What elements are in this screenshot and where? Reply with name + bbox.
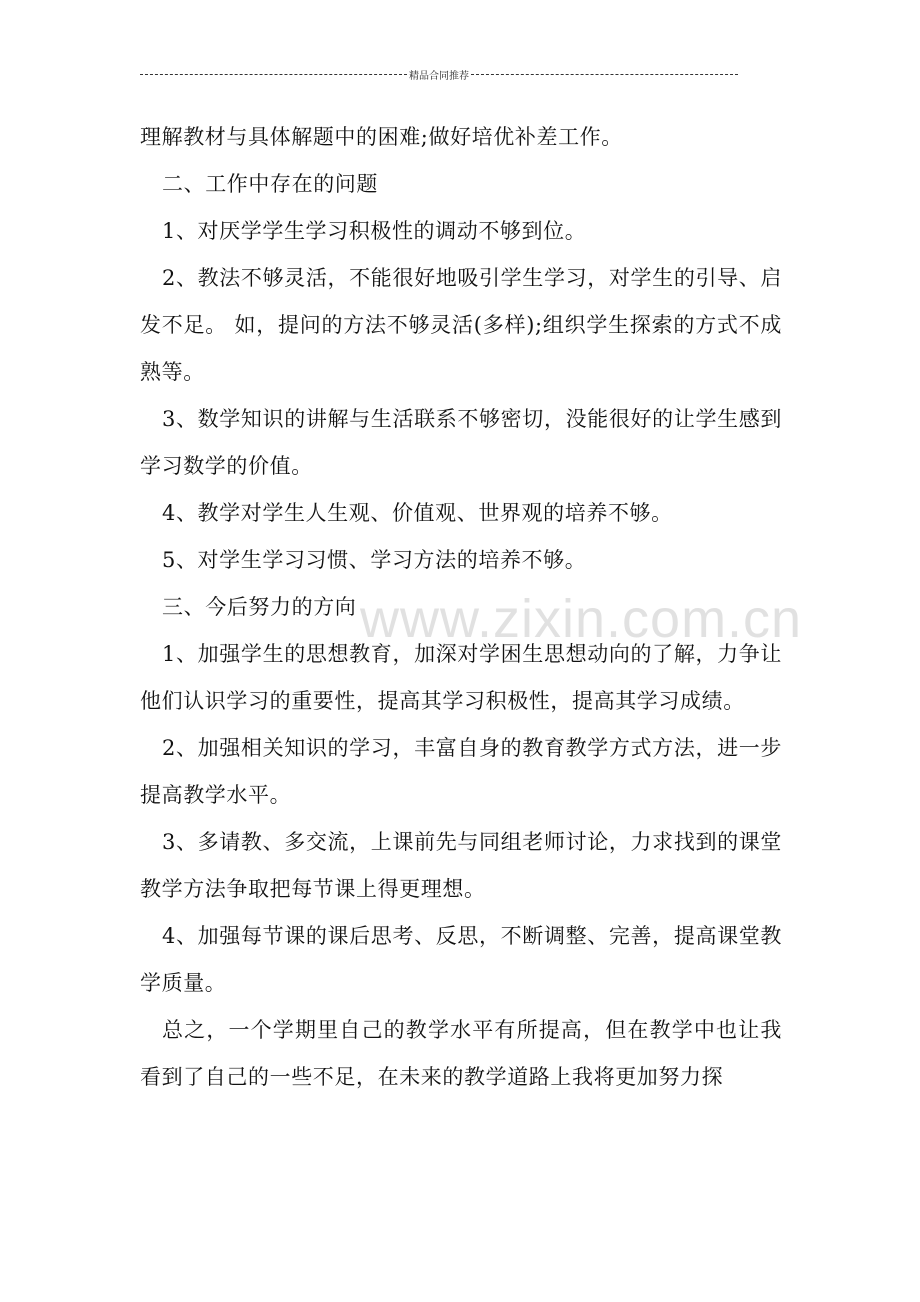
list-item: 3、数学知识的讲解与生活联系不够密切，没能很好的让学生感到学习数学的价值。	[140, 407, 782, 478]
list-item: 3、多请教、多交流，上课前先与同组老师讨论，力求找到的课堂教学方法争取把每节课上得更理想。	[140, 830, 782, 901]
watermark: www.zixin.com.cn	[360, 589, 803, 649]
list-item: 2、加强相关知识的学习，丰富自身的教育教学方式方法，进一步提高教学水平。	[140, 736, 782, 807]
section-heading: 二、工作中存在的问题	[162, 172, 378, 196]
list-item: 5、对学生学习习惯、学习方法的培养不够。	[162, 548, 587, 572]
list-item: 4、教学对学生人生观、价值观、世界观的培养不够。	[162, 501, 673, 525]
header-label: 精品合同推荐	[409, 70, 469, 82]
section-heading: 三、今后努力的方向	[162, 595, 357, 619]
list-item: 1、加强学生的思想教育，加深对学困生思想动向的了解，力争让他们认识学习的重要性，提高其学习积极性，提高其学习成绩。	[140, 642, 782, 713]
document-body	[140, 114, 782, 1101]
header-rule-right	[471, 74, 738, 75]
list-item: 2、教法不够灵活，不能很好地吸引学生学习，对学生的引导、启发不足。 如，提问的方法不够灵活(多样);组织学生探索的方式不成熟等。	[140, 266, 782, 384]
list-item: 1、对厌学学生学习积极性的调动不够到位。	[162, 219, 587, 243]
page-header	[140, 66, 738, 82]
paragraph: 理解教材与具体解题中的困难;做好培优补差工作。	[140, 125, 623, 149]
list-item: 4、加强每节课的课后思考、反思，不断调整、完善，提高课堂教学质量。	[140, 924, 782, 995]
summary-paragraph: 总之，一个学期里自己的教学水平有所提高，但在教学中也让我看到了自己的一些不足，在未来的教学道路上我将更加努力探	[140, 1018, 782, 1089]
header-rule-left	[140, 74, 407, 75]
